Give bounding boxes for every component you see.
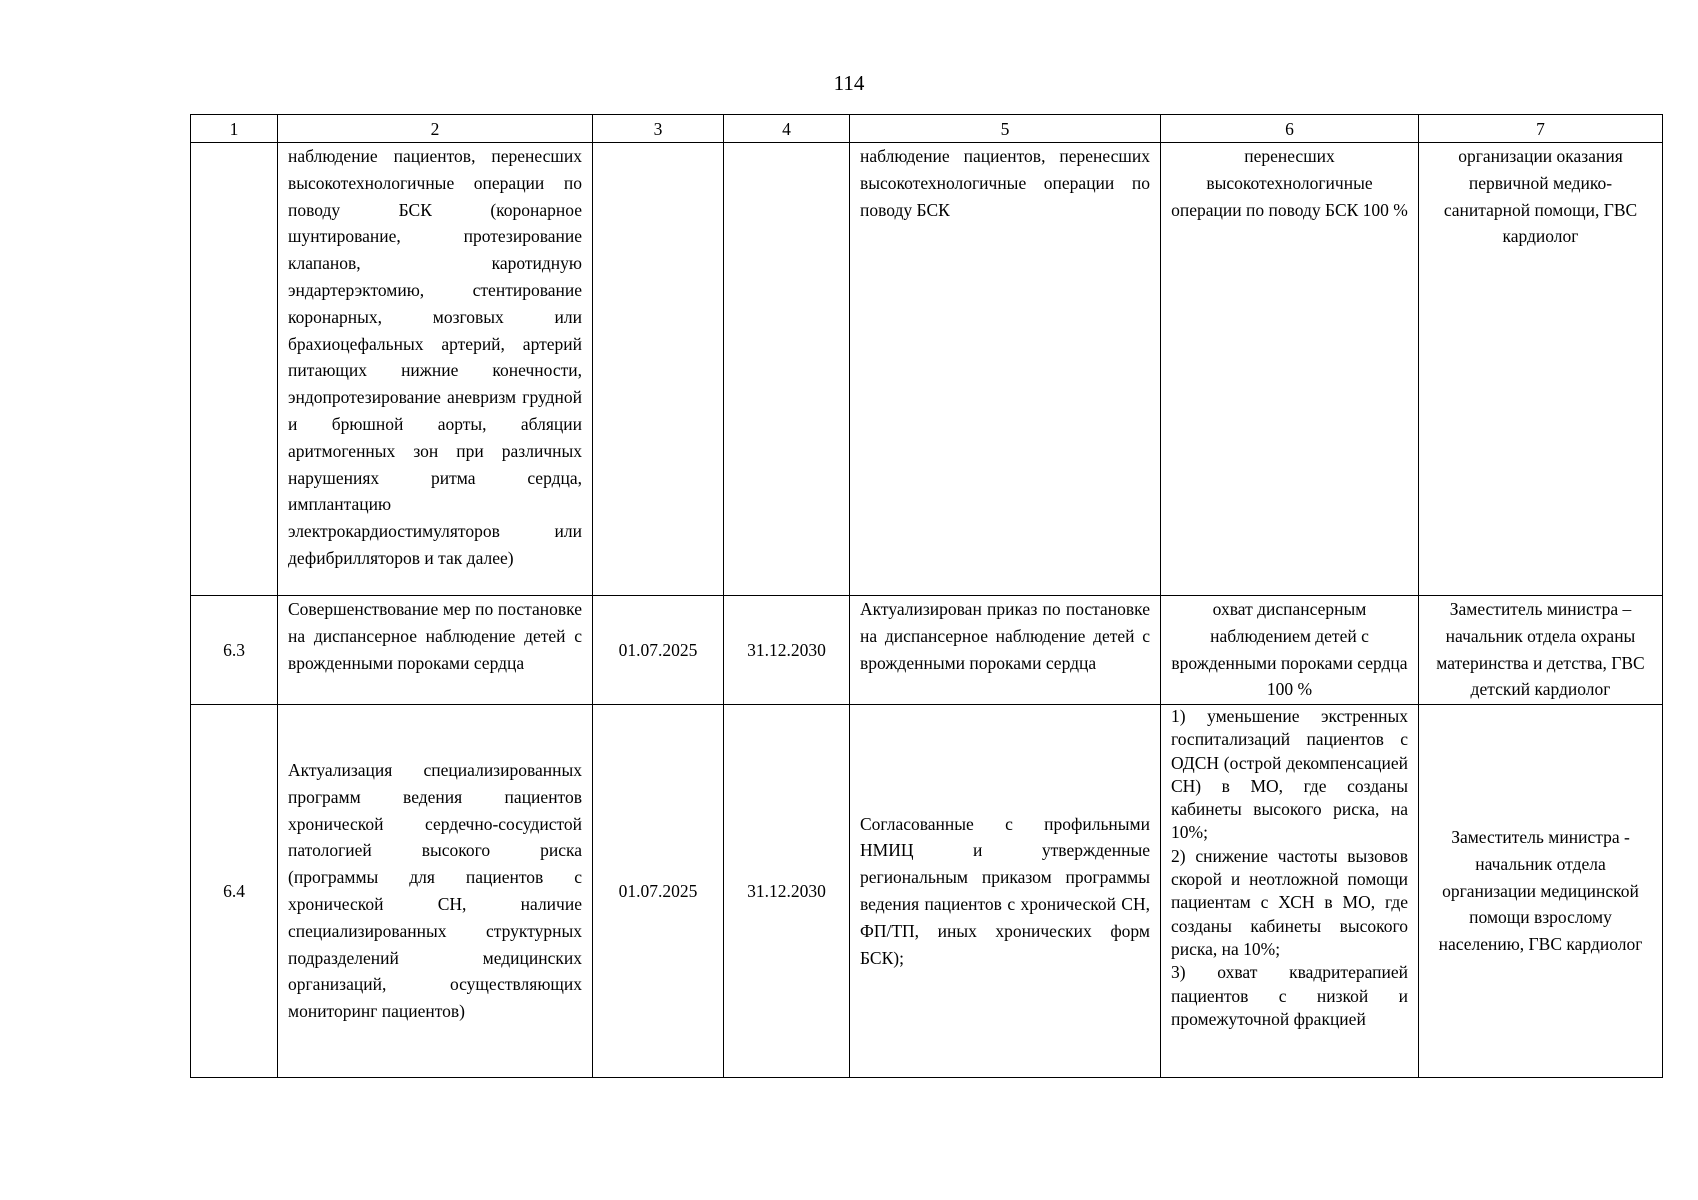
measure-cell: Совершенствование мер по постановке на диспансерное наблюдение детей с врожденными пороками сердца [278,596,593,705]
column-header-5: 5 [850,115,1161,143]
end-date-cell: 31.12.2030 [724,705,850,1078]
measure-cell: наблюдение пациентов, перенесших высокотехнологичные операции по поводу БСК (коронарное шунтирование, протезирование клапанов, каротидную эндартерэктомию, стентирование коронарных, мозговых или брахиоцефальных артерий, артерий питающих нижние конечности, эндопротезирование аневризм грудной и брюшной аорты, абляции аритмогенных зон при различных нарушениях ритма сердца, имплантацию электрокардиостимуляторов или дефибрилляторов и так далее) [278,143,593,596]
indicator-item: 1) уменьшение экстренных госпитализаций пациентов с ОДСН (острой декомпенсацией СН) в МО, где созданы кабинеты высокого риска, на 10%; [1171,706,1408,843]
table-row [191,143,1663,596]
start-date-cell [593,143,724,596]
column-header-4: 4 [724,115,850,143]
row-number-cell: 6.3 [191,596,278,705]
table-row [191,596,1663,705]
table-header-row [191,115,1663,143]
result-cell: Актуализирован приказ по постановке на диспансерное наблюдение детей с врожденными пороками сердца [850,596,1161,705]
start-date-cell: 01.07.2025 [593,705,724,1078]
end-date-cell [724,143,850,596]
indicator-cell: перенесших высокотехнологичные операции по поводу БСК 100 % [1161,143,1419,596]
column-header-7: 7 [1419,115,1663,143]
measure-cell: Актуализация специализированных программ ведения пациентов хронической сердечно-сосудистой патологией высокого риска (программы для пациентов с хронической СН, наличие специализированных структурных подразделений медицинских организаций, осуществляющих мониторинг пациентов) [278,705,593,1078]
indicator-cell [1161,705,1419,1078]
indicator-item: 3) охват квадритерапией пациентов с низкой и промежуточной фракцией [1171,962,1408,1029]
column-header-6: 6 [1161,115,1419,143]
row-number-cell: 6.4 [191,705,278,1078]
start-date-cell: 01.07.2025 [593,596,724,705]
measures-table [190,114,1663,1078]
result-cell: наблюдение пациентов, перенесших высокотехнологичные операции по поводу БСК [850,143,1161,596]
end-date-cell: 31.12.2030 [724,596,850,705]
row-number-cell [191,143,278,596]
responsible-cell: организации оказания первичной медико-санитарной помощи, ГВС кардиолог [1419,143,1663,596]
indicator-cell: охват диспансерным наблюдением детей с врожденными пороками сердца 100 % [1161,596,1419,705]
column-header-1: 1 [191,115,278,143]
responsible-cell: Заместитель министра - начальник отдела организации медицинской помощи взрослому населению, ГВС кардиолог [1419,705,1663,1078]
column-header-2: 2 [278,115,593,143]
table-row [191,705,1663,1078]
responsible-cell: Заместитель министра – начальник отдела охраны материнства и детства, ГВС детский кардиолог [1419,596,1663,705]
result-cell: Согласованные с профильными НМИЦ и утвержденные региональным приказом программы ведения пациентов с хронической СН, ФП/ТП, иных хронических форм БСК); [850,705,1161,1078]
column-header-3: 3 [593,115,724,143]
indicator-item: 2) снижение частоты вызовов скорой и неотложной помощи пациентам с ХСН в МО, где созданы кабинеты высокого риска, на 10%; [1171,845,1408,959]
page-number: 114 [833,71,865,95]
